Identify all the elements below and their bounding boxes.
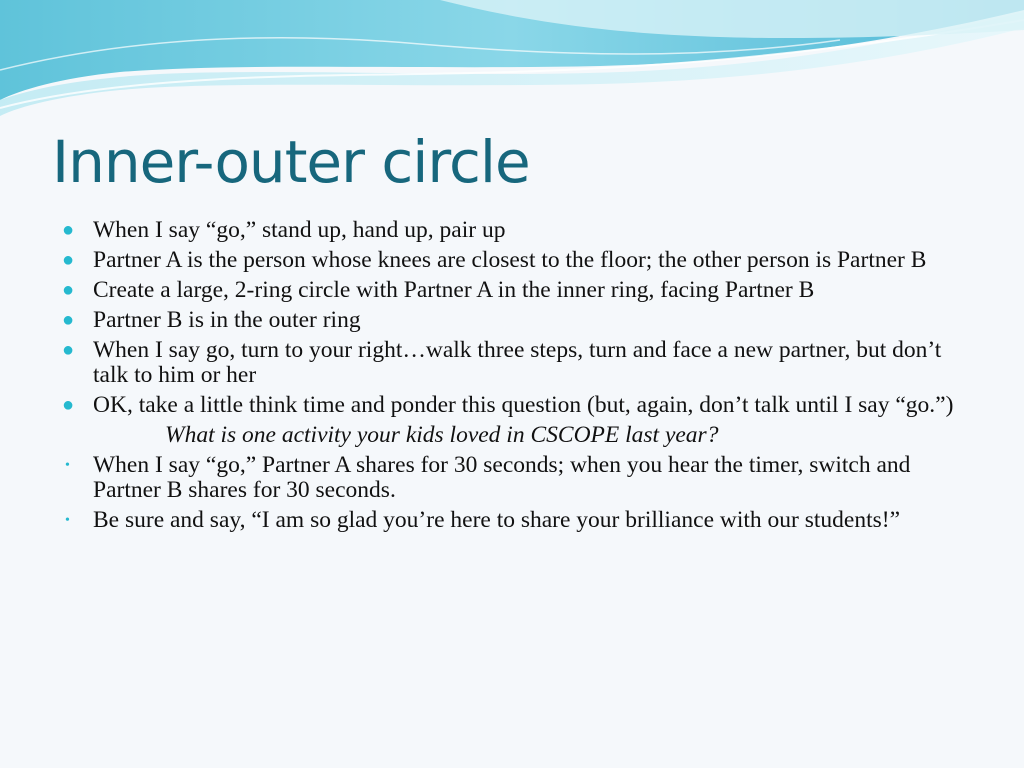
list-item-text: When I say “go,” Partner A shares for 30 seconds; when you hear the timer, switch and Partner B shares for 30 seconds.	[93, 452, 911, 503]
bullet-icon: ●	[62, 279, 75, 301]
list-item	[62, 218, 982, 243]
list-item-text: When I say “go,” stand up, hand up, pair up	[93, 217, 506, 243]
list-item	[62, 248, 982, 273]
header-wave-decoration	[0, 0, 1024, 130]
bullet-icon: •	[65, 458, 70, 473]
list-item	[62, 278, 982, 303]
slide-title: Inner-outer circle	[52, 128, 530, 196]
bullet-icon: •	[65, 513, 70, 528]
discussion-question: What is one activity your kids loved in CSCOPE last year?	[165, 422, 719, 448]
list-item	[62, 393, 982, 418]
bullet-icon: ●	[62, 309, 75, 331]
list-item-text: Partner A is the person whose knees are closest to the floor; the other person is Partner B	[93, 247, 927, 273]
bullet-icon: ●	[62, 339, 75, 361]
list-item	[62, 338, 982, 388]
bullet-icon: ●	[62, 249, 75, 271]
list-item-text: Create a large, 2-ring circle with Partner A in the inner ring, facing Partner B	[93, 277, 815, 303]
list-item	[62, 308, 982, 333]
list-item-text: When I say go, turn to your right…walk three steps, turn and face a new partner, but don’t talk to him or her	[93, 337, 942, 388]
list-item	[62, 453, 982, 503]
list-item	[62, 508, 982, 533]
list-item-text: OK, take a little think time and ponder this question (but, again, don’t talk until I say “go.”)	[93, 392, 954, 418]
list-item-text: Be sure and say, “I am so glad you’re here to share your brilliance with our students!”	[93, 507, 901, 533]
bullet-list	[62, 218, 982, 538]
bullet-icon: ●	[62, 219, 75, 241]
bullet-icon: ●	[62, 394, 75, 416]
list-item-text: Partner B is in the outer ring	[93, 307, 361, 333]
